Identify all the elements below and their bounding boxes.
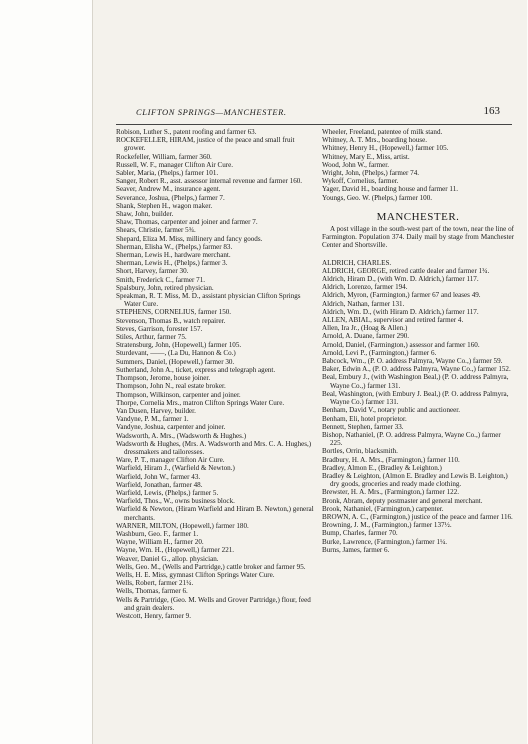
directory-entry: Vandyne, P. M., farmer 1. [116,415,189,424]
directory-entry: Wells, H. E. Miss, gymnast Clifton Springs Water Cure. [116,570,275,579]
directory-entry: Severance, Joshua, (Phelps,) farmer 7. [116,193,225,202]
directory-entry: Van Dusen, Harvey, builder. [116,406,196,415]
directory-entry: Arnold, Daniel, (Farmington,) assessor and farmer 160. [322,340,480,349]
directory-entry: Shaw, John, builder. [116,210,174,219]
directory-entry: Brook, Nathaniel, (Farmington,) carpenter. [322,504,444,513]
directory-entry: Westcott, Henry, farmer 9. [116,611,191,620]
directory-entry: Shaw, Thomas, carpenter and joiner and farmer 7. [116,218,258,227]
directory-entry: Whitney, Mary E., Miss, artist. [322,152,410,161]
directory-entry: ALDRICH, GEORGE, retired cattle dealer and farmer 1¾. [322,266,490,275]
directory-entry: Bortles, Orrin, blacksmith. [322,447,398,456]
directory-entry: Babcock, Wm., (P. O. address Palmyra, Wayne Co.,) farmer 59. [322,357,503,366]
directory-entry: Bradley, Almon E., (Bradley & Leighton.) [322,463,442,472]
directory-entry: Wells, Geo. M., (Wells and Partridge,) cattle broker and farmer 95. [116,562,306,571]
directory-entry: Warfield, John W., farmer 43. [116,472,201,481]
directory-entry: Wayne, William H., farmer 20. [116,538,204,547]
directory-entry: Sanger, Robert R., asst. assessor internal revenue and farmer 160. [116,177,303,186]
directory-entry: Yager, David H., boarding house and farmer 11. [322,185,459,194]
directory-entry: Wells & Partridge, (Geo. M. Wells and Grover Partridge,) flour, feed and grain dealers. [116,595,311,612]
directory-entry: Youngs, Geo. W. (Phelps,) farmer 100. [322,193,433,202]
directory-entry: Sabler, Maria, (Phelps,) farmer 101. [116,169,219,178]
directory-entry: Shank, Stephen H., wagon maker. [116,201,213,210]
directory-entry: Baker, Edwin A., (P. O. address Palmyra, Wayne Co.,) farmer 152. [322,365,511,374]
directory-entry: Short, Harvey, farmer 30. [116,267,189,276]
directory-entry: Bradbury, H. A. Mrs., (Farmington,) farmer 110. [322,455,460,464]
directory-entry: Sherman, Lewis H., (Phelps,) farmer 3. [116,259,228,268]
directory-entry: Burns, James, farmer 6. [322,545,390,554]
directory-entry: Rockefeller, William, farmer 360. [116,152,212,161]
directory-entry: Thompson, Wilkinson, carpenter and joiner. [116,390,241,399]
directory-entry: Arnold, Levi P., (Farmington,) farmer 6. [322,348,437,357]
directory-entry: Stevenson, Thomas B., watch repairer. [116,316,226,325]
directory-entry: Bishop, Nathaniel, (P. O. address Palmyra, Wayne Co.,) farmer 225. [322,430,501,448]
directory-entry: ROCKEFELLER, HIRAM, justice of the peace and small fruit grower. [116,136,295,153]
directory-entry: Wells, Robert, farmer 21¼. [116,579,194,588]
town-title: MANCHESTER. [376,210,460,223]
directory-entry: Spalsbury, John, retired physician. [116,283,214,292]
directory-entry: Whitney, A. T. Mrs., boarding house. [322,136,428,145]
right-column-top-entries [322,128,514,202]
directory-entry: ALLEN, ABIAL, supervisor and retired farmer 4. [322,316,464,325]
directory-entry: Robison, Luther S., patent roofing and farmer 63. [116,128,257,136]
directory-entry: Wells, Thomas, farmer 6. [116,587,188,596]
directory-entry: Bronk, Abram, deputy postmaster and general merchant. [322,496,483,505]
directory-entry: Shears, Christie, farmer 5¾. [116,226,196,235]
directory-entry: Allen, Ira Jr., (Hoag & Allen.) [322,324,408,333]
directory-entry: Wheeler, Freeland, patentee of milk stand. [322,128,443,136]
directory-entry: Aldrich, Hiram D., (with Wm. D. Aldrich,) farmer 117. [322,275,479,284]
directory-entry: Smith, Frederick C., farmer 71. [116,275,206,284]
directory-entry: Seaver, Andrew M., insurance agent. [116,185,221,194]
directory-entry: Speakman, R. T. Miss, M. D., assistant physician Clifton Springs Water Cure. [116,292,301,309]
directory-entry: Bennett, Stephen, farmer 33. [322,422,404,431]
directory-entry: Browning, J. M., (Farmington,) farmer 137½. [322,521,452,530]
directory-entry: Sherman, Lewis H., hardware merchant. [116,251,231,260]
directory-entry: Thompson, Jerome, house joiner. [116,374,211,383]
directory-entry: Vandyne, Joshua, carpenter and joiner. [116,423,226,432]
directory-entry: ALDRICH, CHARLES. [322,258,392,267]
directory-entry: Stiles, Arthur, farmer 75. [116,333,187,342]
directory-entry: Burke, Lawrence, (Farmington,) farmer 1¼. [322,537,448,546]
directory-entry: Brewster, H. A. Mrs., (Farmington,) farmer 122. [322,488,460,497]
directory-entry: Wright, John, (Phelps,) farmer 74. [322,169,420,178]
directory-entry: Warfield, Lewis, (Phelps,) farmer 5. [116,488,219,497]
right-column-bottom-entries [322,259,514,554]
directory-entry: Weaver, Daniel G., allop. physician. [116,554,219,563]
running-head: CLIFTON SPRINGS—MANCHESTER. [136,107,287,117]
directory-entry: Whitney, Henry H., (Hopewell,) farmer 105. [322,144,449,153]
directory-entry: Arnold, A. Duane, farmer 290. [322,332,410,341]
directory-entry: Sherman, Elisha W., (Phelps,) farmer 83. [116,242,233,251]
directory-entry: Aldrich, Lorenzo, farmer 194. [322,283,408,292]
directory-entry: Summers, Daniel, (Hopewell,) farmer 30. [116,357,235,366]
directory-entry: Benham, David V., notary public and auctioneer. [322,406,461,415]
directory-entry: Benham, Eli, hotel proprietor. [322,414,407,423]
directory-entry: Wood, John W., farmer. [322,160,390,169]
directory-entry: Warfield & Newton, (Hiram Warfield and Hiram B. Newton,) general merchants. [116,505,314,522]
directory-entry: Wadsworth, A. Mrs., (Wadsworth & Hughes.) [116,431,247,440]
directory-entry: Russell, W. F., manager Clifton Air Cure. [116,160,234,169]
directory-entry: Steves, Garrison, forester 157. [116,324,203,333]
directory-entry: Beal, Washington, (with Embury J. Beal,) (P. O. address Palmyra, Wayne Co.) farmer 131. [322,389,509,407]
directory-entry: Stratensburg, John, (Hopewell,) farmer 105. [116,341,242,350]
directory-entry: BROWN, A. C., (Farmington,) justice of the peace and farmer 116. [322,512,513,521]
directory-entry: Wayne, Wm. H., (Hopewell,) farmer 221. [116,546,235,555]
directory-entry: Wykoff, Cornelius, farmer. [322,177,399,186]
directory-entry: Thompson, John N., real estate broker. [116,382,226,391]
directory-entry: Thorpe, Cornelia Mrs., matron Clifton Springs Water Cure. [116,398,285,407]
directory-entry: Ware, P. T., manager Clifton Air Cure. [116,456,225,465]
directory-entry: Bump, Charles, farmer 70. [322,529,398,538]
directory-entry: Aldrich, Wm. D., (with Hiram D. Aldrich,) farmer 117. [322,307,479,316]
directory-entry: STEPHENS, CORNELIUS, farmer 150. [116,308,232,317]
directory-entry: Wadsworth & Hughes, (Mrs. A. Wadsworth and Mrs. C. A. Hughes,) dressmakers and tailoresses. [116,439,312,456]
page-header [116,106,512,125]
directory-entry: Warfield, Thos., W., owns business block. [116,497,235,506]
section-gap [322,250,514,259]
directory-entry: Aldrich, Nathan, farmer 131. [322,299,405,308]
directory-entry: Sutherland, John A., ticket, express and telegraph agent. [116,365,276,374]
directory-entry: Beal, Embury J., (with Washington Beal,) (P. O. address Palmyra, Wayne Co.,) farmer 131. [322,373,509,390]
directory-entry: WARNER, MILTON, (Hopewell,) farmer 180. [116,521,249,530]
directory-entry: Bradley & Leighton, (Almon E. Bradley and Lewis B. Leighton,) dry goods, groceries and ready made clothing. [322,471,508,489]
right-column [322,128,514,554]
left-column [116,128,315,620]
page-number: 163 [483,105,500,117]
directory-entry: Washburn, Geo. F., farmer 1. [116,529,199,538]
directory-entry: Sturdevant, ——, (La Du, Hannon & Co.) [116,349,236,358]
directory-entry: Warfield, Jonathan, farmer 48. [116,480,203,489]
town-description: A post village in the south-west part of the town, near the line of Farmington. Population 374. Daily mail by stage from Manchester Center and Shortsville. [322,225,514,250]
directory-entry: Warfield, Hiram J., (Warfield & Newton.) [116,464,235,473]
directory-entry: Shepard, Eliza M. Miss, millinery and fancy goods. [116,234,263,243]
section-gap [322,202,514,211]
directory-entry: Aldrich, Myron, (Farmington,) farmer 67 and leases 49. [322,291,481,300]
